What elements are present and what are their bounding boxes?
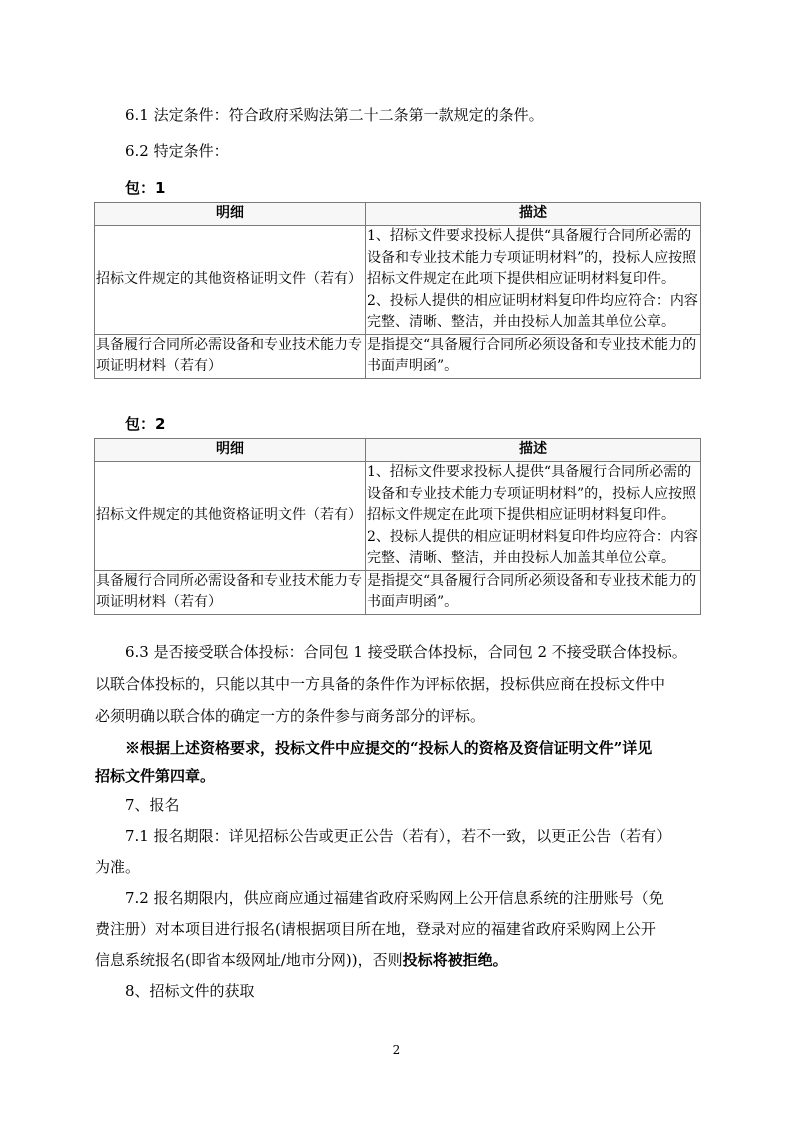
- clause-7-2-line-2: 费注册）对本项目进行报名(请根据项目所在地，登录对应的福建省政府采购网上公开: [95, 920, 656, 938]
- row-detail: 招标文件规定的其他资格证明文件（若有）: [95, 462, 366, 571]
- package-1-title: 包：1: [125, 179, 166, 197]
- row-detail: 具备履行合同所必需设备和专业技术能力专项证明材料（若有）: [95, 570, 366, 614]
- clause-7-1-line-2: 为准。: [95, 858, 141, 876]
- clause-7-2-line-3: [95, 950, 705, 970]
- package-2-title: 包：2: [125, 415, 166, 433]
- page-number: 2: [392, 1043, 401, 1057]
- clause-7-2-text: 信息系统报名(即省本级网址/地市分网))，否则: [95, 951, 403, 969]
- row-description: 是指提交“具备履行合同所必须设备和专业技术能力的书面声明函”。: [366, 334, 701, 378]
- row-detail: 招标文件规定的其他资格证明文件（若有）: [95, 226, 366, 335]
- clause-7-1-line-1: 7.1 报名期限：详见招标公告或更正公告（若有），若不一致，以更正公告（若有）: [125, 827, 672, 845]
- header-detail: 明细: [95, 439, 366, 462]
- row-description: 1、招标文件要求投标人提供“具备履行合同所必需的设备和专业技术能力专项证明材料”的，投标人应按照招标文件规定在此项下提供相应证明材料复印件。 2、投标人提供的相应证明材料复印件均应符合：内容完整、清晰、整洁，并由投标人加盖其单位公章。: [366, 462, 701, 571]
- table-row: [95, 334, 701, 378]
- clause-6-1: 6.1 法定条件：符合政府采购法第二十二条第一款规定的条件。: [125, 106, 544, 124]
- header-description: 描述: [366, 203, 701, 226]
- header-description: 描述: [366, 439, 701, 462]
- row-detail: 具备履行合同所必需设备和专业技术能力专项证明材料（若有）: [95, 334, 366, 378]
- clause-6-3-line-1: 6.3 是否接受联合体投标：合同包 1 接受联合体投标，合同包 2 不接受联合体投标。: [125, 643, 687, 661]
- clause-6-3-line-2: 以联合体投标的，只能以其中一方具备的条件作为评标依据，投标供应商在投标文件中: [95, 675, 666, 693]
- table-row: [95, 462, 701, 571]
- package-2-table: [94, 438, 701, 615]
- clause-7-2-warning: 投标将被拒绝。: [402, 951, 508, 969]
- section-7-heading: 7、报名: [125, 796, 180, 814]
- table-row: [95, 570, 701, 614]
- clause-6-3-line-3: 必须明确以联合体的确定一方的条件参与商务部分的评标。: [95, 707, 486, 725]
- row-description: 1、招标文件要求投标人提供“具备履行合同所必需的设备和专业技术能力专项证明材料”的，投标人应按照招标文件规定在此项下提供相应证明材料复印件。 2、投标人提供的相应证明材料复印件均应符合：内容完整、清晰、整洁，并由投标人加盖其单位公章。: [366, 226, 701, 335]
- clause-7-2-line-1: 7.2 报名期限内，供应商应通过福建省政府采购网上公开信息系统的注册账号（免: [125, 889, 664, 907]
- note-line-2: 招标文件第四章。: [95, 767, 216, 785]
- row-description: 是指提交“具备履行合同所必须设备和专业技术能力的书面声明函”。: [366, 570, 701, 614]
- section-8-heading: 8、招标文件的获取: [125, 982, 255, 1000]
- note-line-1: ※根据上述资格要求，投标文件中应提交的“投标人的资格及资信证明文件”详见: [125, 739, 653, 757]
- table-header-row: [95, 439, 701, 462]
- package-1-table: [94, 202, 701, 379]
- clause-6-2: 6.2 特定条件：: [125, 142, 229, 160]
- table-row: [95, 226, 701, 335]
- table-header-row: [95, 203, 701, 226]
- header-detail: 明细: [95, 203, 366, 226]
